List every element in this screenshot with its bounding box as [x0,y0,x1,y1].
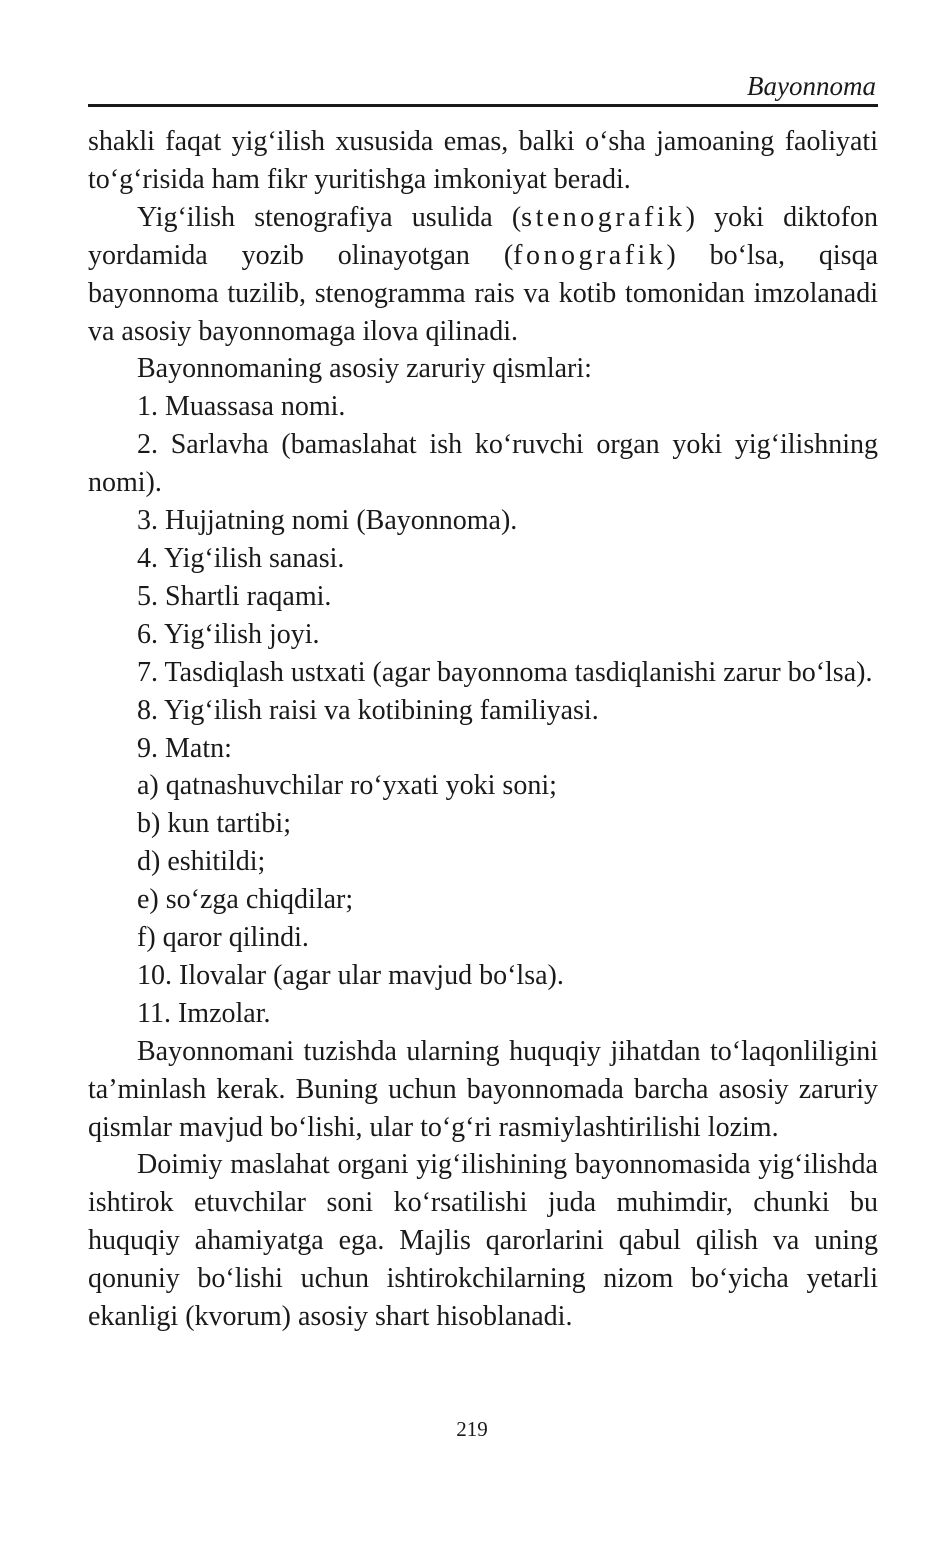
term-fonografik: fonografik [513,239,667,271]
list-item: e) so‘zga chiqdilar; [137,884,354,916]
term-stenografik: stenografik [521,201,686,233]
list-item: 6. Yig‘ilish joyi. [137,618,320,650]
list-item: f) qaror qilindi. [137,922,309,954]
paragraph-stenography-part-3: ) bo‘lsa, qisqa bayonnoma tuzilib, stenogramma rais va kotib tomonidan imzolanadi va asosiy bayonnomaga ilova qilinadi. [88,239,878,347]
list-item: 9. Matn: [137,732,232,764]
list-item: 3. Hujjatning nomi (Bayonnoma). [137,505,518,537]
page-body [88,123,878,1336]
paragraph-legal-completeness: Bayonnomani tuzishda ularning huquqiy jihatdan to‘laqonliligini ta’minlash kerak. Buning uchun bayonnomada barcha asosiy zaruriy qismlar mavjud bo‘lishi, ular to‘g‘ri rasmiylashtirilishi lozim. [88,1035,878,1143]
list-item: 11. Imzolar. [137,997,271,1029]
paragraph-continuation: shakli faqat yig‘ilish xususida emas, balki o‘sha jamoaning faoliyati to‘g‘risida ham fikr yuritishga imkoniyat beradi. [88,126,878,195]
list-item: 1. Muassasa nomi. [137,391,346,423]
header-rule [88,104,878,107]
running-head: Bayonnoma [747,71,876,101]
paragraph-stenography-part-2: ) yoki diktofon yordamida yozib olinayotgan ( [88,201,878,271]
list-item: 2. Sarlavha (bamaslahat ish ko‘ruvchi organ yoki yig‘ilishning nomi). [88,429,878,499]
paragraph-quorum: Doimiy maslahat organi yig‘ilishining bayonnomasida yig‘ilishda ishtirok etuvchilar soni ko‘rsatilishi juda muhimdir, chunki bu huquqiy ahamiyatga ega. Majlis qarorlarini qabul qilish va uning qonuniy bo‘lishi uchun ishtirokchilarning nizom bo‘yicha yetarli ekanligi (kvorum) asosiy shart hisoblanadi. [88,1149,878,1333]
page-number: 219 [456,1417,488,1441]
list-item: 5. Shartli raqami. [137,580,332,612]
list-item: a) qatnashuvchilar ro‘yxati yoki soni; [137,770,557,802]
list-item: 4. Yig‘ilish sanasi. [137,542,345,574]
list-item: b) kun tartibi; [137,808,291,840]
list-item: 7. Tasdiqlash ustxati (agar bayonnoma tasdiqlanishi zarur bo‘lsa). [137,656,873,688]
paragraph-stenography [88,199,878,351]
list-intro: Bayonnomaning asosiy zaruriy qismlari: [137,353,592,385]
list-item: d) eshitildi; [137,846,266,878]
paragraph-stenography-part-1: Yig‘ilish stenografiya usulida ( [137,201,522,233]
list-item: 10. Ilovalar (agar ular mavjud bo‘lsa). [137,959,564,991]
list-item: 8. Yig‘ilish raisi va kotibining familiyasi. [137,694,599,726]
